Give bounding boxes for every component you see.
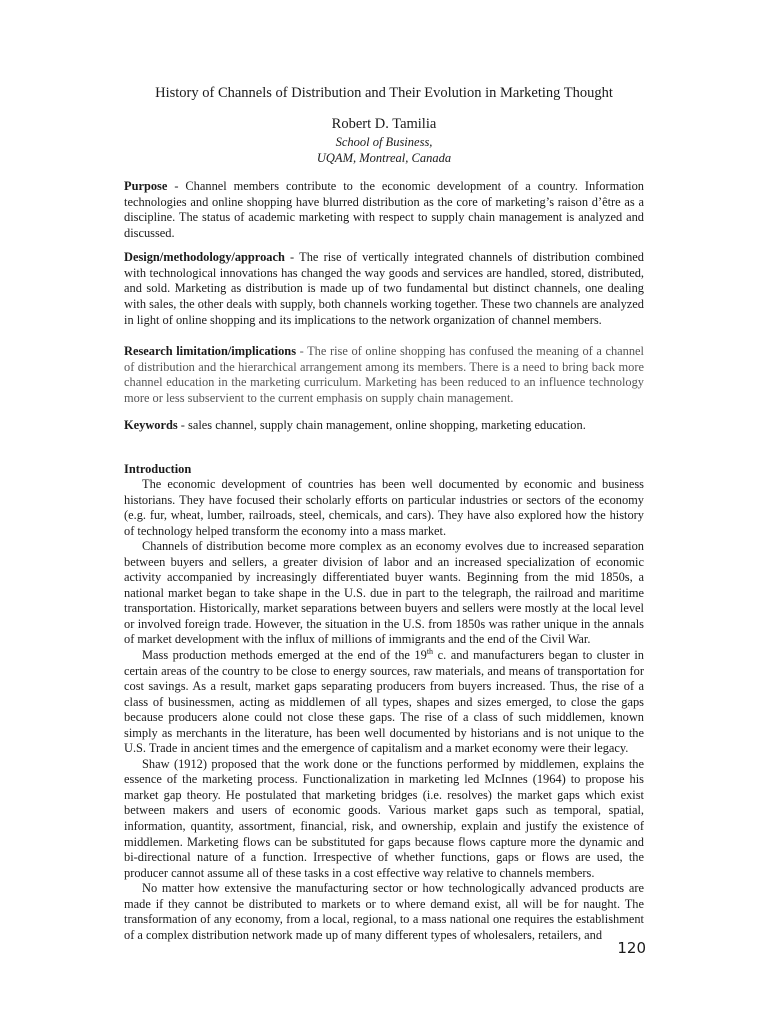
paper-title: History of Channels of Distribution and Their Evolution in Marketing Thought bbox=[155, 85, 613, 101]
intro-paragraph-1: The economic development of countries has been well documented by economic and business historians. They have focused their scholarly efforts on particular industries or sectors of the economy (e.g. fur, wheat, lumber, railroads, steel, chemicals, and cars). They have also explored how the history of technology helped transform the economy into a mass market. bbox=[124, 477, 644, 538]
affiliation-location: UQAM, Montreal, Canada bbox=[316, 151, 452, 165]
research-text: - The rise of online shopping has confused the meaning of a channel of distribution and the hierarchical arrangement among its members. There is a need to bring back more channel education in the marketing curriculum. Marketing has been reduced to an influence technology more or less subservient to the current emphasis on supply chain management. bbox=[124, 344, 644, 406]
abstract-keywords bbox=[124, 418, 644, 434]
page-number: 120 bbox=[617, 939, 646, 957]
abstract-purpose bbox=[124, 179, 644, 242]
design-label: Design/methodology/approach bbox=[124, 250, 285, 264]
p3-text-after: c. and manufacturers began to cluster in certain areas of the country to be close to energy sources, raw materials, and means of transportation for cost savings. As a result, market gaps separating producers from buyers increased. Thus, the rise of a class of businessmen, acting as middlemen of all types, shapes and sizes emerged, to close the gaps because producers alone could not close these gaps. The rise of a class of such middlemen, known simply as merchants in the literature, has been well documented by historians and is not unique to the U.S. Trade in ancient times and the emergence of capitalism and a market economy were their legacy. bbox=[124, 648, 644, 756]
introduction-body bbox=[124, 477, 644, 943]
abstract-research bbox=[124, 344, 644, 407]
intro-paragraph-4: Shaw (1912) proposed that the work done or the functions performed by middlemen, explains the essence of the marketing process. Functionalization in marketing led McInnes (1964) to propose his market gap theory. He postulated that marketing bridges (i.e. resolves) the market gaps which exist between makers and users of economic goods. Various market gaps such as temporal, spatial, information, quantity, assortment, financial, risk, and ownership, explain and justify the existence of middlemen. Marketing flows can be substituted for gaps because flows capture more the dynamic and bi-directional nature of a function. Irrespective of whether functions, gaps or flows are used, the producer cannot assume all of these tasks in a cost effective way relative to channels members. bbox=[124, 756, 644, 880]
purpose-text: - Channel members contribute to the economic development of a country. Information technologies and online shopping have blurred distribution as the core of marketing’s raison d’être as a discipline. The status of academic marketing with respect to supply chain management is analyzed and discussed. bbox=[124, 179, 644, 241]
p3-superscript: th bbox=[426, 646, 434, 656]
introduction-heading: Introduction bbox=[124, 462, 192, 476]
intro-paragraph-3 bbox=[124, 648, 644, 757]
keywords-text: - sales channel, supply chain management, online shopping, marketing education. bbox=[177, 418, 586, 432]
intro-paragraph-2: Channels of distribution become more complex as an economy evolves due to increased separation between buyers and sellers, a greater division of labor and an increased specialization of economic activity accompanied by increasingly differentiated buyer wants. Beginning from the mid 1850s, a national market began to take shape in the U.S. due in part to the telegraph, the railroad and maritime transportation. Historically, market separations between buyers and sellers were mostly at the local level or involved foreign trade. However, the situation in the U.S. from 1850s was rather unique in the annals of market development with the influx of millions of immigrants and the end of the Civil War. bbox=[124, 539, 644, 647]
design-text: - The rise of vertically integrated channels of distribution combined with technological innovations has changed the way goods and services are handled, stored, distributed, and sold. Marketing as distribution is made up of two fundamental but distinct channels, one dealing with sales, the other deals with supply, both channels working together. These two channels are analyzed in light of online shopping and its implications to the network organization of channel members. bbox=[124, 250, 644, 327]
intro-paragraph-5: No matter how extensive the manufacturing sector or how technologically advanced products are made if they cannot be distributed to markets or to where demand exist, all will be for naught. The transformation of any economy, from a local, regional, to a mass national one requires the establishment of a complex distribution network made up of many different types of wholesalers, retailers, and bbox=[124, 881, 644, 942]
affiliation-school: School of Business, bbox=[335, 135, 433, 149]
research-label: Research limitation/implications bbox=[124, 344, 297, 358]
p3-text-before: Mass production methods emerged at the end of the 19 bbox=[142, 648, 427, 663]
abstract-design bbox=[124, 250, 644, 329]
author-name: Robert D. Tamilia bbox=[331, 116, 437, 132]
purpose-label: Purpose bbox=[124, 179, 168, 193]
keywords-label: Keywords bbox=[124, 418, 178, 432]
